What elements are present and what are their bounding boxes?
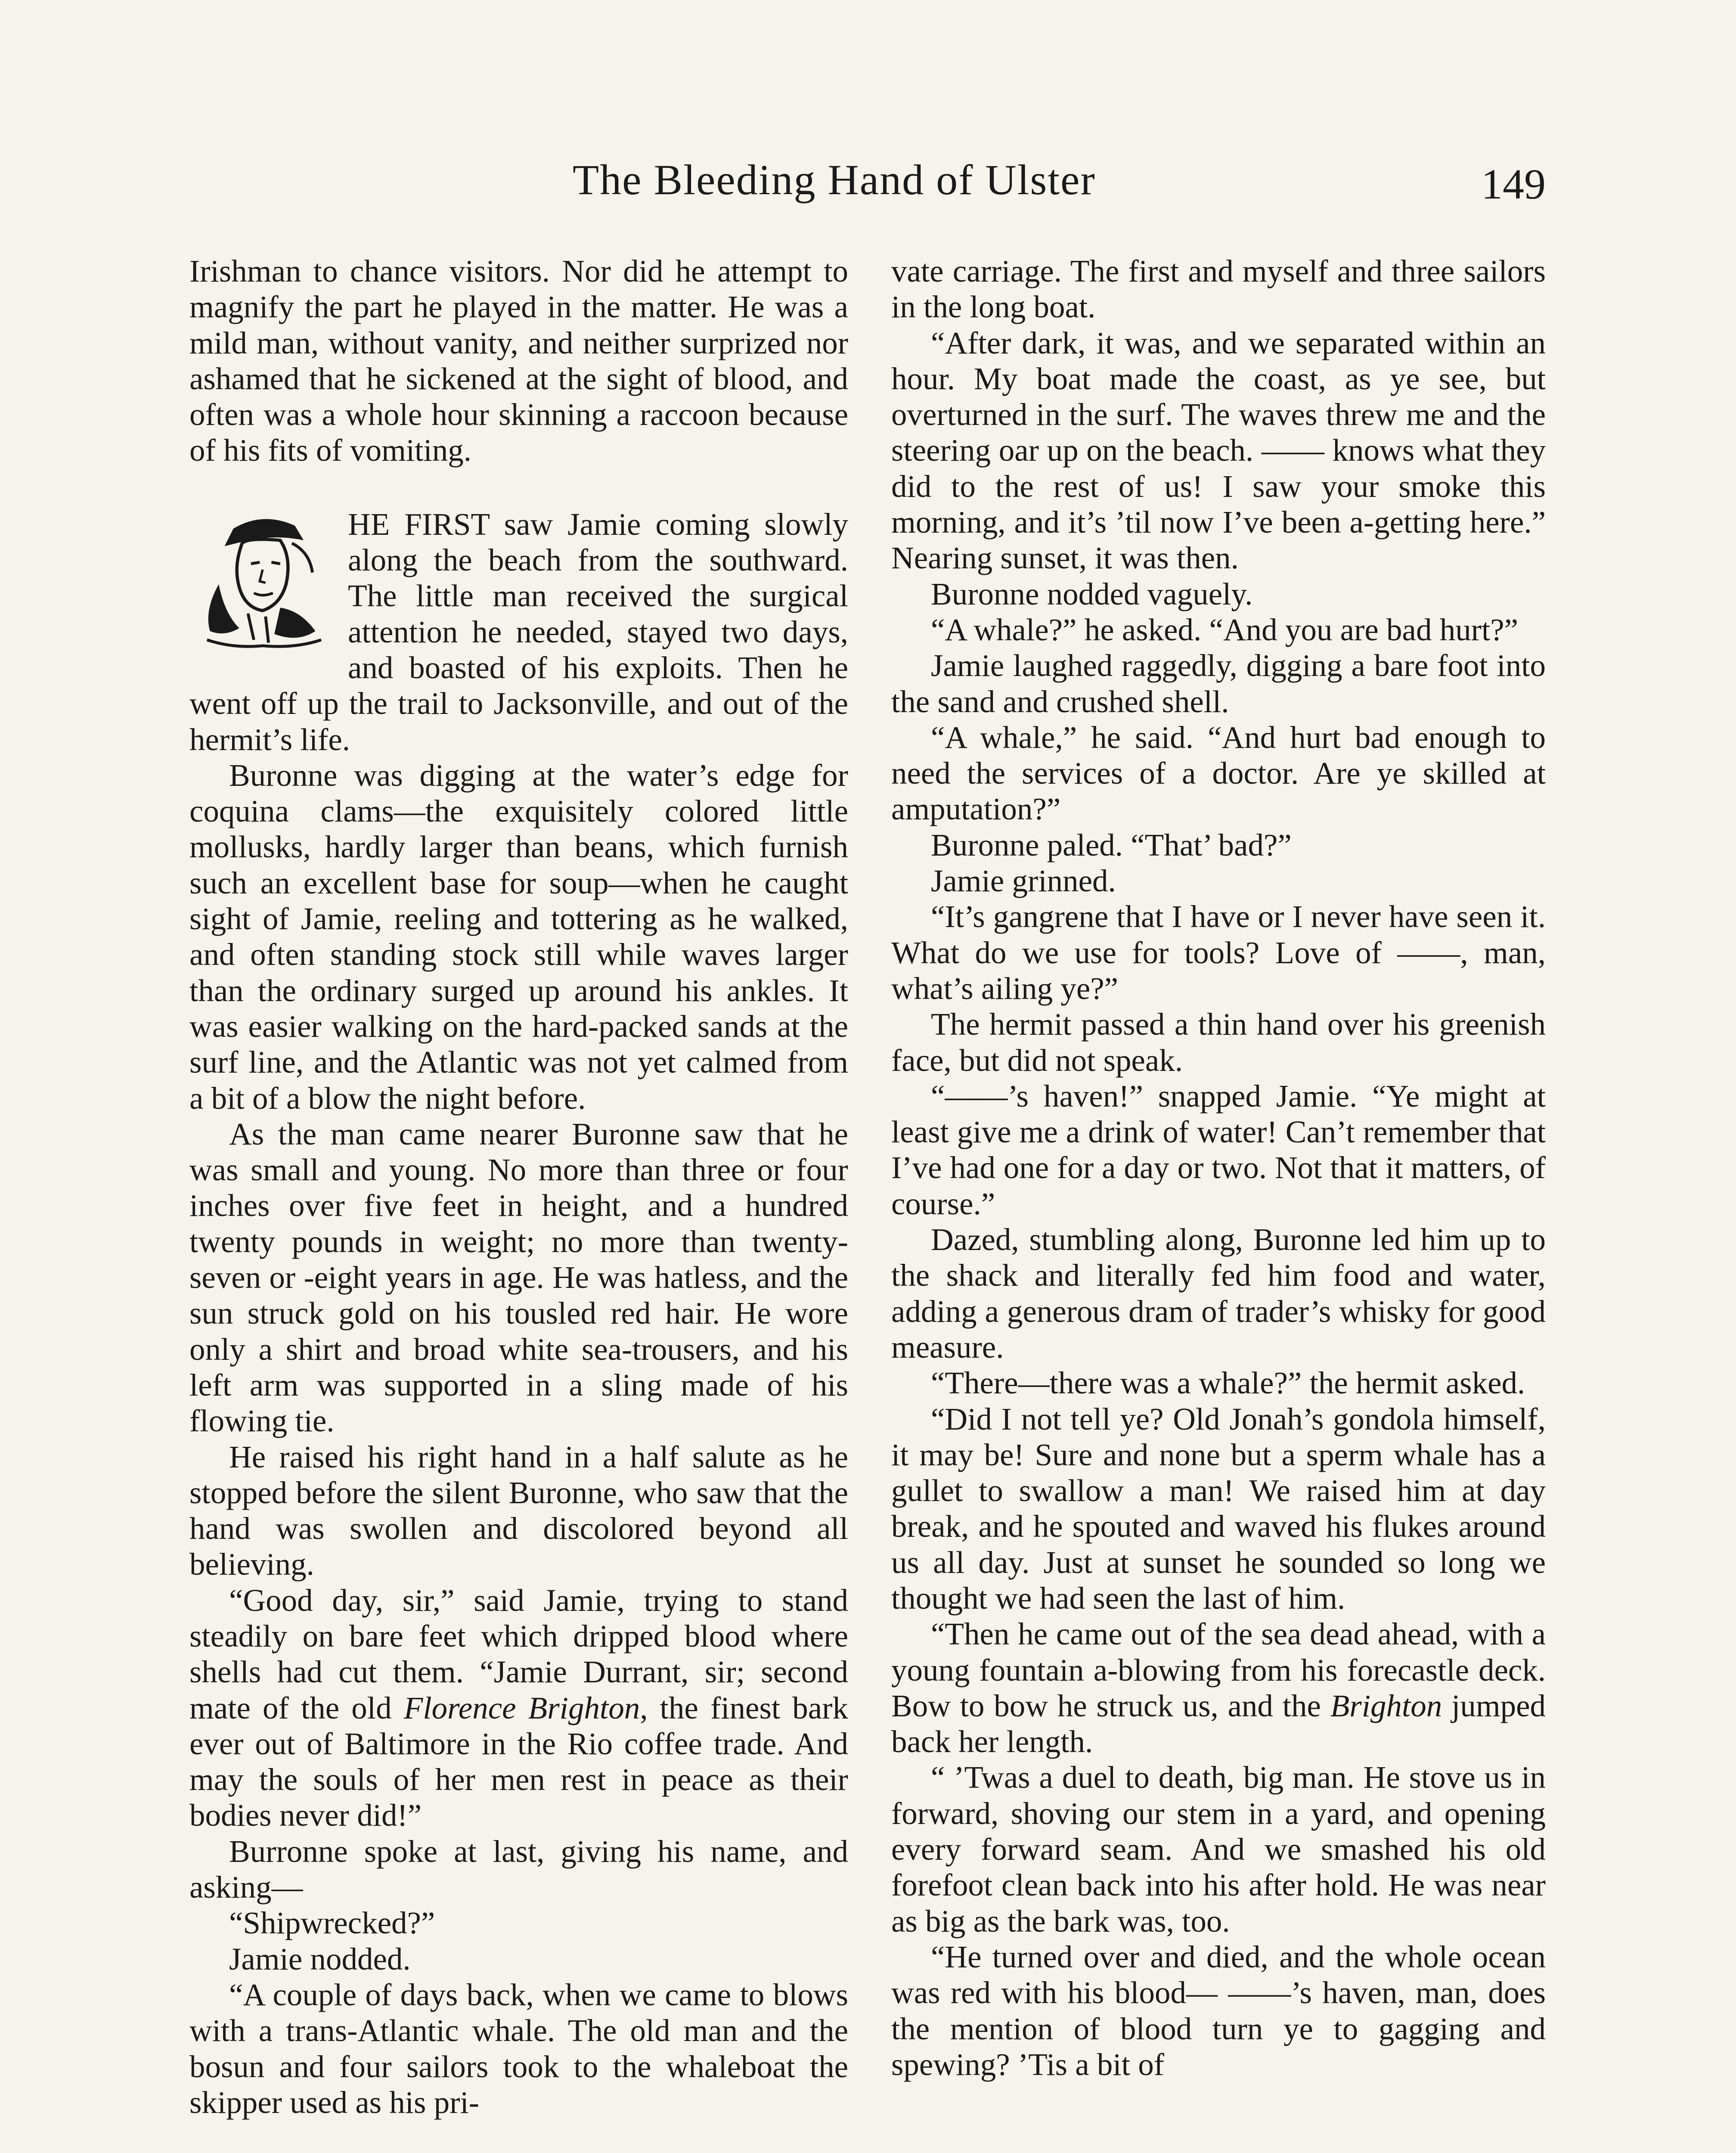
- text-run: jumped back her length.: [891, 1688, 1546, 1759]
- paragraph: Jamie laughed raggedly, digging a bare foot into the sand and crushed shell.: [891, 648, 1546, 719]
- page-header: [0, 155, 1736, 224]
- paragraph: Buronne was digging at the water’s edge for coquina clams—the exquisitely colored little mollusks, hardly larger than beans, which furnish such an excellent base for soup—when he caught sight of Jamie, reeling and tottering as he walked, and often standing stock still while waves larger than the ordinary surged up around his ankles. It was easier walking on the hard-packed sands at the surf line, and the Atlantic was not yet calmed from a bit of a blow the night before.: [189, 757, 848, 1116]
- paragraph: “A whale?” he asked. “And you are bad hurt?”: [931, 612, 1519, 647]
- paragraph: [891, 1616, 1546, 1759]
- paragraph: “Did I not tell ye? Old Jonah’s gondola himself, it may be! Sure and none but a sperm whale has a gullet to swallow a man! We raised him at day break, and he spouted and waved his flukes around us all day. Just at sunset he sounded so long we thought we had seen the last of him.: [891, 1401, 1546, 1616]
- text-run: “Then he came out of the sea dead ahead, with a young fountain a-blowing from his forecastle deck. Bow to bow he struck us, and the: [891, 1616, 1546, 1723]
- dropcap-portrait-illustration: [189, 508, 336, 655]
- text-run: “Good day, sir,” said Jamie, trying to stand steadily on bare feet which dripped blood where shells had cut them. “Jamie Durrant, sir; second mate of the old: [189, 1582, 848, 1725]
- paragraph: “He turned over and died, and the whole ocean was red with his blood— ——’s haven, man, does the mention of blood turn ye to gagging and spewing? ’Tis a bit of: [891, 1939, 1546, 2082]
- paragraph: Buronne paled. “That’ bad?”: [931, 827, 1292, 862]
- paragraph: [189, 1582, 848, 1833]
- paragraph: Irishman to chance visitors. Nor did he attempt to magnify the part he played in the matter. He was a mild man, without vanity, and neither surprized nor ashamed that he sickened at the sight of blood, and often was a whole hour skinning a raccoon because of his fits of vomiting.: [189, 254, 848, 468]
- paragraph: Dazed, stumbling along, Buronne led him up to the shack and literally fed him food and water, adding a generous dram of trader’s whisky for good measure.: [891, 1222, 1546, 1365]
- paragraph: “ ’Twas a duel to death, big man. He stove us in forward, shoving our stem in a yard, and opening every forward seam. And we smashed his old forefoot clean back into his after hold. He was near as big as the bark was, too.: [891, 1760, 1546, 1939]
- text-run: , the finest bark ever out of Baltimore in the Rio coffee trade. And may the souls of her men rest in peace as their bodies never did!”: [189, 1690, 849, 1833]
- paragraph: “There—there was a whale?” the hermit asked.: [931, 1365, 1525, 1401]
- running-title: The Bleeding Hand of Ulster: [573, 156, 1096, 204]
- ship-name-italic: Florence Brighton: [403, 1690, 640, 1725]
- dropcap-paragraph-text: HE FIRST saw Jamie coming slowly along the beach from the southward. The little man received the surgical attention he needed, stayed two days, and boasted of his exploits. Then he went off up the trail to Jacksonville, and out of the hermit’s life.: [189, 506, 848, 757]
- paragraph-with-dropcap: [189, 506, 848, 757]
- paragraph: Burronne spoke at last, giving his name, and asking—: [189, 1833, 848, 1905]
- paragraph: He raised his right hand in a half salute as he stopped before the silent Buronne, who saw that the hand was swollen and discolored beyond all believing.: [189, 1439, 848, 1582]
- paragraph: Jamie nodded.: [229, 1941, 411, 1976]
- paragraph: “A whale,” he said. “And hurt bad enough to need the services of a doctor. Are ye skilled at amputation?”: [891, 720, 1546, 827]
- paragraph: As the man came nearer Buronne saw that he was small and young. No more than three or four inches over five feet in height, and a hundred twenty pounds in weight; no more than twenty-seven or -eight years in age. He was hatless, and the sun struck gold on his tousled red hair. He wore only a shirt and broad white sea-trousers, and his left arm was supported in a sling made of his flowing tie.: [189, 1116, 848, 1439]
- paragraph: Buronne nodded vaguely.: [931, 576, 1253, 611]
- paragraph: Jamie grinned.: [931, 863, 1116, 899]
- page-number: 149: [1481, 160, 1546, 208]
- right-column: [891, 253, 1546, 2082]
- paragraph: “After dark, it was, and we separated within an hour. My boat made the coast, as ye see, but overturned in the surf. The waves threw me and the steering oar up on the beach. —— knows what they did to the rest of us! I saw your smoke this morning, and it’s ’til now I’ve been a-getting here.” Nearing sunset, it was then.: [891, 325, 1546, 576]
- ship-name-italic: Brighton: [1330, 1688, 1442, 1723]
- paragraph: “A couple of days back, when we came to blows with a trans-Atlantic whale. The old man and the bosun and four sailors took to the whaleboat the skipper used as his pri-: [189, 1977, 848, 2120]
- paragraph: “——’s haven!” snapped Jamie. “Ye might at least give me a drink of water! Can’t remember that I’ve had one for a day or two. Not that it matters, of course.”: [891, 1078, 1546, 1221]
- paragraph: “Shipwrecked?”: [229, 1905, 435, 1941]
- paragraph: The hermit passed a thin hand over his greenish face, but did not speak.: [891, 1007, 1546, 1078]
- paragraph: “It’s gangrene that I have or I never have seen it. What do we use for tools? Love of ——, man, what’s ailing ye?”: [891, 899, 1546, 1006]
- paragraph: vate carriage. The first and myself and three sailors in the long boat.: [891, 254, 1546, 325]
- left-column: [189, 253, 848, 2120]
